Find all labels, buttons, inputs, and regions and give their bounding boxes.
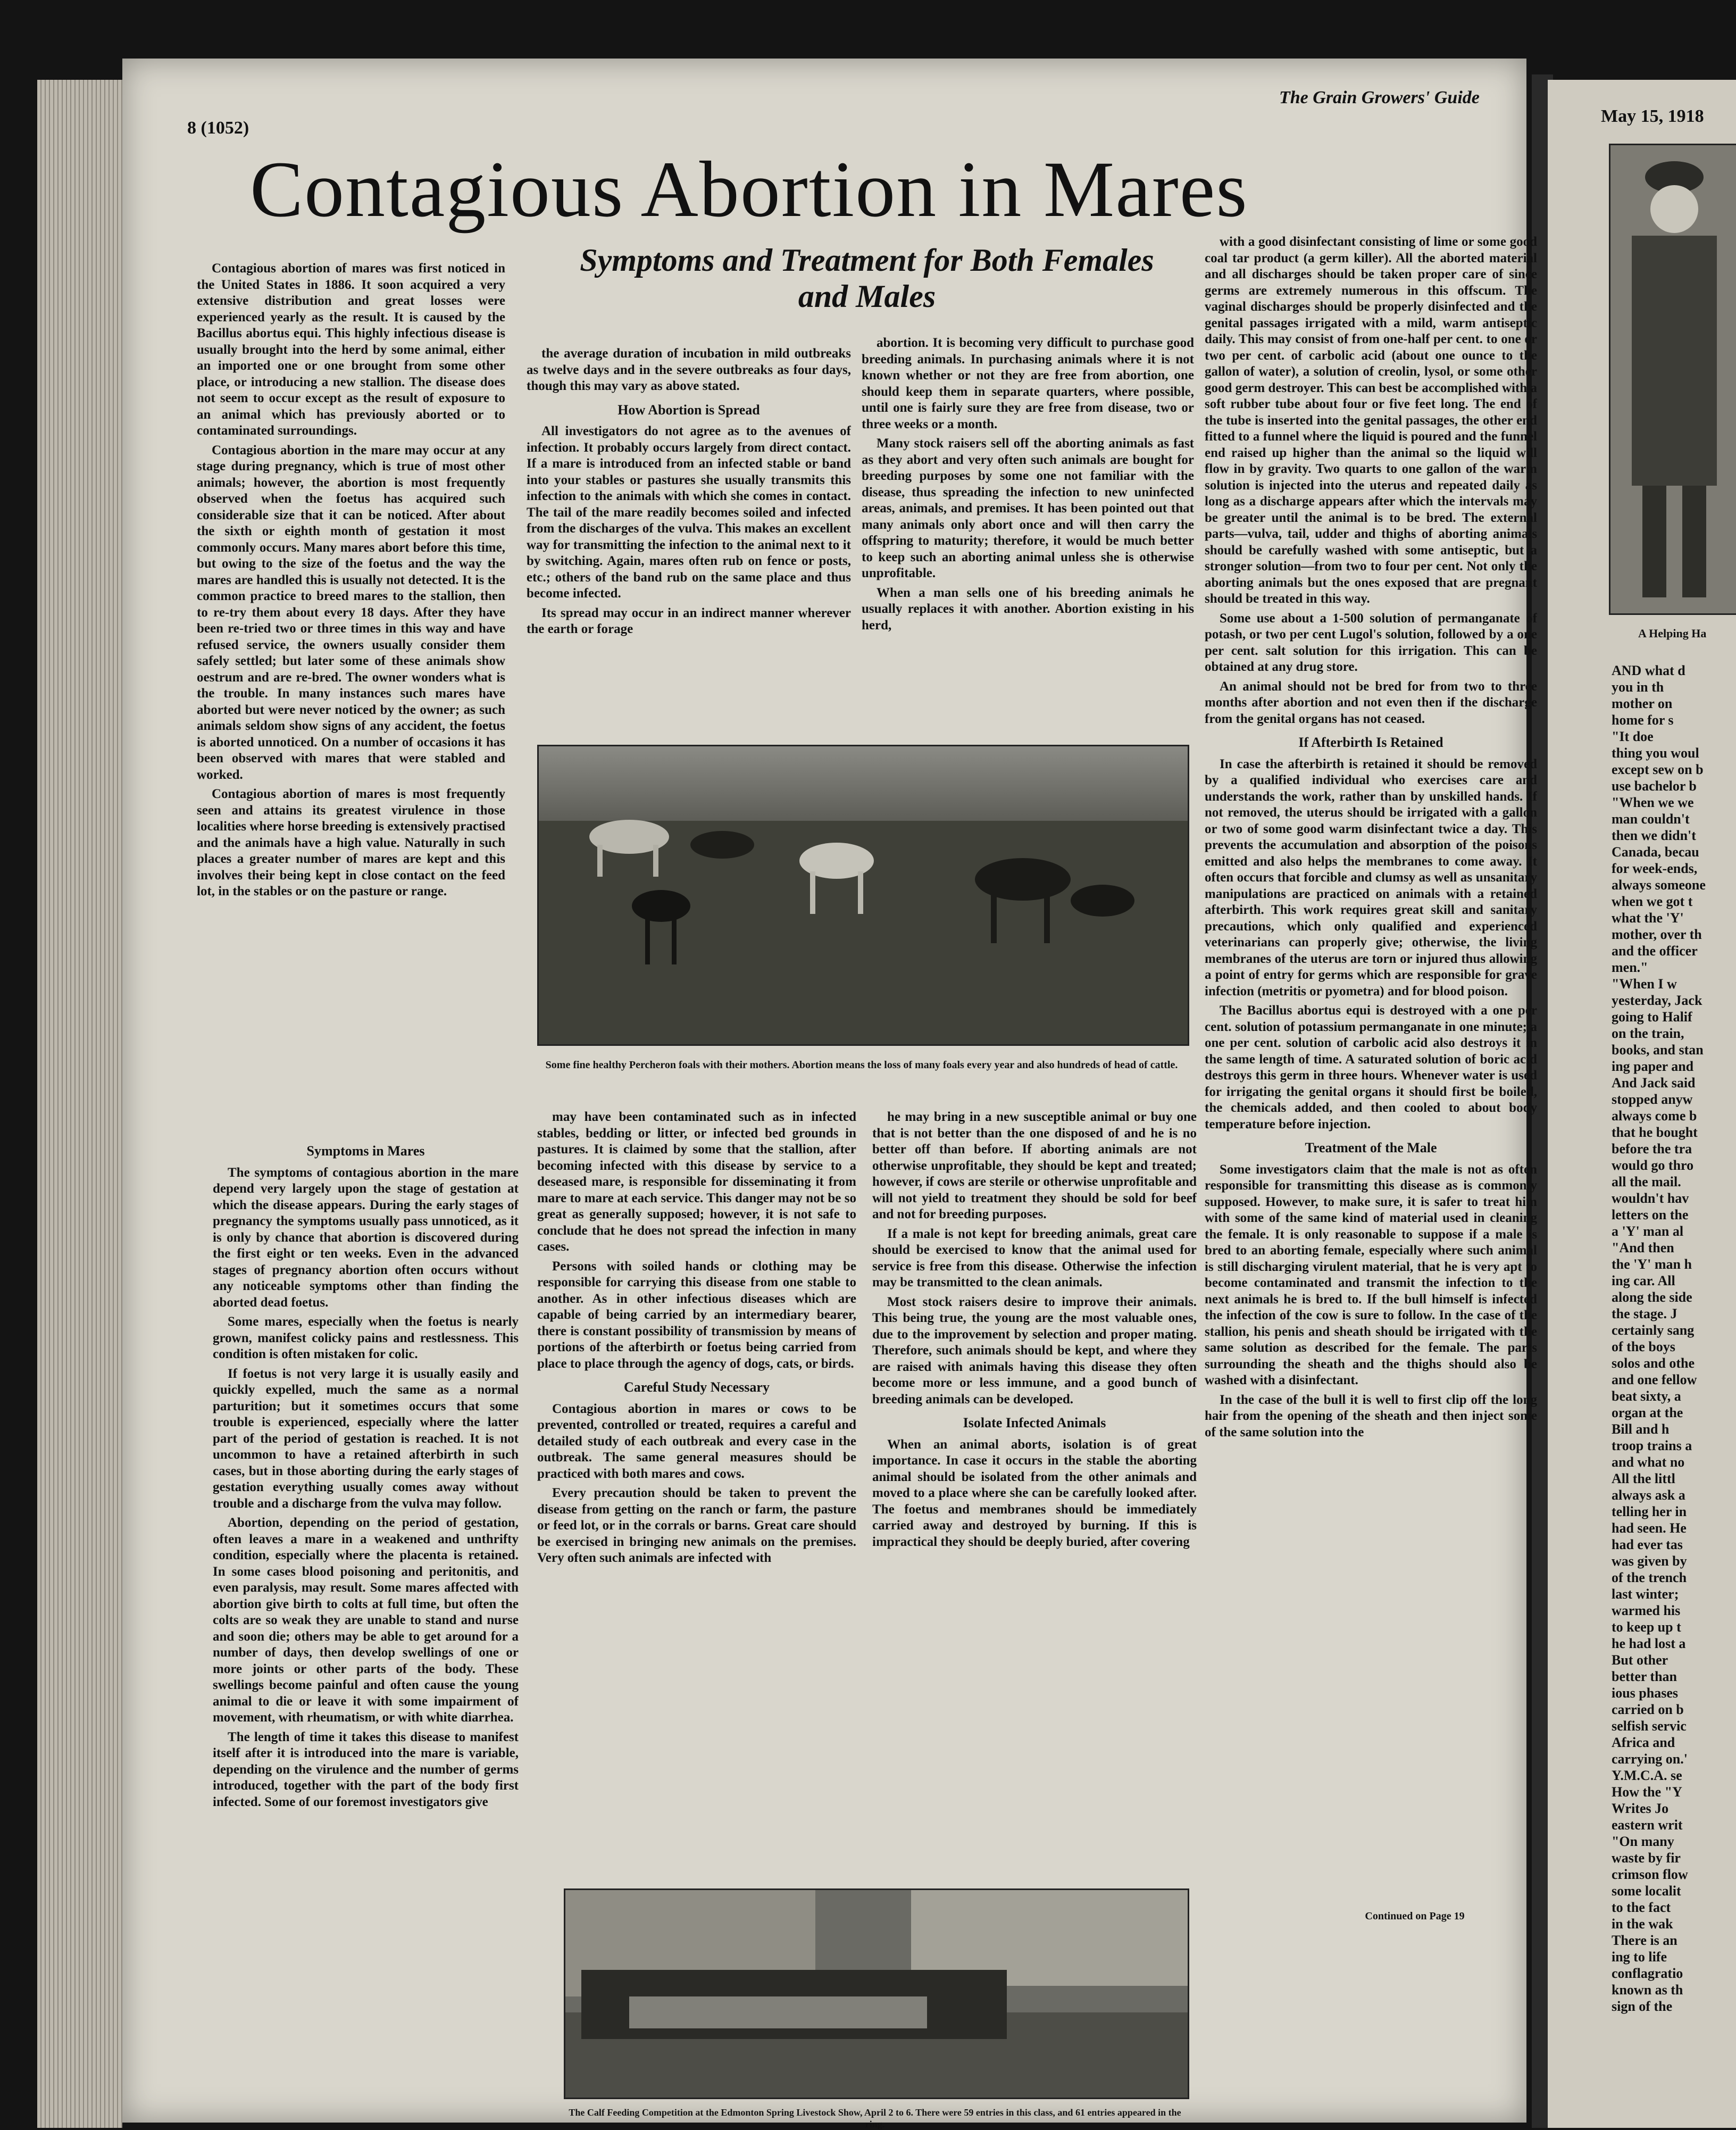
right-page-line: when we got t	[1612, 894, 1693, 909]
paragraph: abortion. It is becoming very difficult to purchase good breeding animals. In purchasing animals where it is not known whether or not they are free from abortion, one should keep them in separate quarters, where possible, until one is fairly sure they are free from disease, two or three weeks or a month.	[862, 336, 1194, 431]
right-page-line: But other	[1612, 1652, 1668, 1668]
column-1-top	[197, 261, 505, 1106]
right-page-line: carried on b	[1612, 1702, 1684, 1717]
right-page-line: Canada, becau	[1612, 844, 1699, 860]
right-page-line: "On many	[1612, 1834, 1674, 1849]
column-4	[1205, 234, 1537, 1904]
photo1-caption: Some fine healthy Percheron foals with their mothers. Abortion means the loss of many foals every year and also hundreds of head of cattle.	[545, 1059, 1178, 1071]
right-page-line: selfish servic	[1612, 1718, 1687, 1734]
right-page-line: solos and othe	[1612, 1355, 1695, 1371]
heading-afterbirth: If Afterbirth Is Retained	[1298, 735, 1443, 750]
paragraph: Abortion, depending on the period of gestation, often leaves a mare in a weakened and unthrifty condition, especially where the placenta is retained. In some cases blood poisoning and peritonitis, and even paralysis, may result. Some mares affected with abortion give birth to colts at full time, but often the colts are so weak they are unable to stand and nurse and soon die; others may be able to get around for a number of days, then develop swellings of one or more joints or other parts of the body. These swellings become painful and often cause the young animal to die or leave it with some impairment of movement, with rheumatism, or with white diarrhea.	[213, 1516, 519, 1725]
paragraph: Persons with soiled hands or clothing may be responsible for carrying this disease from one stable to another. As in other infectious diseases which are capable of being carried by an intermediary bearer, there is constant possibility of transmission by means of portions of the afterbirth or foetus being carried from place to place through the agency of dogs, cats, or birds.	[537, 1259, 856, 1371]
right-page-line: man couldn't	[1612, 811, 1690, 827]
right-page-line: Writes Jo	[1612, 1801, 1669, 1816]
right-page-line: "When I w	[1612, 976, 1677, 992]
right-page-line: "It doe	[1612, 729, 1654, 744]
right-page-line: and the officer	[1612, 943, 1698, 959]
column-3-top	[862, 335, 1194, 729]
right-page-line: eastern writ	[1612, 1817, 1683, 1833]
calf-competition-photo	[564, 1888, 1189, 2099]
right-page-line: in the wak	[1612, 1916, 1673, 1932]
right-page-line: was given by	[1612, 1553, 1687, 1569]
paragraph: the average duration of incubation in mild outbreaks as twelve days and in the severe outbreaks as four days, though this may vary as above stated.	[527, 346, 851, 393]
right-page-line: of the boys	[1612, 1339, 1675, 1354]
right-page-line: waste by fir	[1612, 1850, 1681, 1866]
heading-symptoms: Symptoms in Mares	[306, 1143, 425, 1159]
right-page-line: mother, over th	[1612, 927, 1702, 942]
heading-how-spread: How Abortion is Spread	[617, 402, 760, 418]
paragraph: Every precaution should be taken to prevent the disease from getting on the ranch or farm, the pasture or feed lot, or in the corrals or barns. Great care should be exercised in bringing new animals on the premises. Very often such animals are infected with	[537, 1486, 856, 1565]
right-page-line: conflagratio	[1612, 1966, 1683, 1981]
right-page-line: Africa and	[1612, 1735, 1675, 1750]
issue-date: May 15, 1918	[1601, 106, 1704, 126]
paragraph: he may bring in a new susceptible animal or buy one that is not better than the one disposed of and he is no better off than before. If aborting animals are not otherwise unprofitable, they should be kept and treated; however, if cows are sterile or otherwise unprofitable and will not yield to treatment they should be sold for beef and not for breeding purposes.	[872, 1110, 1197, 1221]
right-page-line: last winter;	[1612, 1586, 1679, 1602]
right-page-line: had seen. He	[1612, 1520, 1687, 1536]
paragraph: Some use about a 1-500 solution of permanganate of potash, or two per cent Lugol's solution, followed by a one per cent. salt solution for this irrigation. This can be obtained at any drug store.	[1205, 611, 1537, 674]
paragraph: Many stock raisers sell off the aborting animals as fast as they abort and very often such animals are bought for breeding purposes by some one not familiar with the disease, thus spreading the infection to new uninfected areas, animals, and premises. It has been pointed out that many animals only abort once and will then carry the offspring to maturity; therefore, it would be much better to keep such an aborting animal unless she is otherwise unprofitable.	[862, 436, 1194, 580]
paragraph: Contagious abortion of mares was first noticed in the United States in 1886. It soon acquired a very extensive distribution and great losses were experienced yearly as the result. It is caused by the Bacillus abortus equi. This highly infectious disease is usually brought into the herd by some animal, either an imported one or one brought from some other place, or introducing a new stallion. The disease does not seem to occur except as the result of exposure to an animal which has previously aborted or to contaminated surroundings.	[197, 261, 505, 438]
paragraph: Its spread may occur in an indirect manner wherever the earth or forage	[527, 605, 851, 636]
right-page-line: known as th	[1612, 1982, 1683, 1998]
right-page-line: And Jack said	[1612, 1075, 1696, 1091]
paragraph: An animal should not be bred for from two to three months after abortion and not even then if the discharge from the genital organs has not ceased.	[1205, 679, 1537, 726]
heading-isolate: Isolate Infected Animals	[963, 1415, 1106, 1430]
right-page-line: always someone	[1612, 877, 1706, 893]
right-page-line: "And then	[1612, 1240, 1674, 1255]
right-page-line: on the train,	[1612, 1026, 1684, 1041]
right-page-line: There is an	[1612, 1933, 1677, 1948]
page-number: 8 (1052)	[187, 118, 249, 138]
right-page-line: sign of the	[1612, 1999, 1673, 2014]
photo2-caption: The Calf Feeding Competition at the Edmonton Spring Livestock Show, April 2 to 6. There were 59 entries in this class, and 61 entries appeared in the ring.	[569, 2107, 1181, 2129]
right-page-line: How the "Y	[1612, 1784, 1682, 1800]
right-page-line: wouldn't hav	[1612, 1191, 1689, 1206]
right-page-line: ing to life	[1612, 1949, 1667, 1965]
right-page-line: beat sixty, a	[1612, 1388, 1681, 1404]
calf-show-illustration	[565, 1890, 1188, 2098]
right-page-line: all the mail.	[1612, 1174, 1681, 1189]
paragraph: Some investigators claim that the male is not as often responsible for transmitting this disease as is commonly supposed. However, to make sure, it is safer to treat him with some of the same kind of material used in cleaning the female. It is only reasonable to suppose if a male is bred to an aborting female, especially where such animal is still discharging virulent material, that he is very apt to become contaminated and transmit the infection to the next animals he is bred to. If the bull himself is infected the infection of the cow is sure to follow. In the case of the stallion, his penis and sheath should be irrigated with the same solution as described for the female. The parts surrounding the sheath and the thighs should also be washed with a disinfectant.	[1205, 1162, 1537, 1387]
soldier-illustration	[1610, 145, 1736, 613]
right-page-line: a 'Y' man al	[1612, 1224, 1684, 1239]
right-page-line: books, and stan	[1612, 1042, 1704, 1058]
right-page-line: certainly sang	[1612, 1322, 1695, 1338]
paragraph: When an animal aborts, isolation is of great importance. In case it occurs in the stable the aborting animal should be isolated from the other animals and moved to a place where she can be carefully looked after. The foetus and membranes should be immediately carried away and destroyed by burning. If this is impractical they should be deeply buried, after covering	[872, 1437, 1197, 1549]
right-page-line: mother on	[1612, 696, 1673, 711]
horses-illustration	[539, 746, 1188, 1044]
right-page-line: crimson flow	[1612, 1867, 1688, 1882]
paragraph: If a male is not kept for breeding animals, great care should be exercised to know that the animal used for service is free from this disease. Otherwise the infection may be transmitted to the clean animals.	[872, 1226, 1197, 1289]
right-page-line: troop trains a	[1612, 1438, 1692, 1453]
right-page-line: ing paper and	[1612, 1059, 1694, 1074]
right-page-line: men."	[1612, 960, 1648, 975]
right-page-line: Bill and h	[1612, 1421, 1670, 1437]
paragraph: The symptoms of contagious abortion in the mare depend very largely upon the stage of gestation at which the disease appears. During the early stages of pregnancy the symptoms usually pass unnoticed, as it is only by chance that abortion is discovered during the first eight or ten weeks. Even in the advanced stages of pregnancy abortion often occurs without any noticeable symptoms other than finding the aborted dead foetus.	[213, 1165, 519, 1310]
right-page-soldier-photo	[1609, 144, 1736, 615]
right-page-line: to keep up t	[1612, 1619, 1681, 1635]
right-page-line: the 'Y' man h	[1612, 1257, 1692, 1272]
right-page-line: then we didn't	[1612, 828, 1696, 843]
article-subtitle: Symptoms and Treatment for Both Females and Males	[580, 243, 1154, 314]
right-page-line: and one fellow	[1612, 1372, 1697, 1387]
right-page-line: along the side	[1612, 1289, 1692, 1305]
right-page-line: except sew on b	[1612, 762, 1704, 777]
right-page-line: he had lost a	[1612, 1636, 1686, 1651]
right-page-line: All the littl	[1612, 1471, 1675, 1486]
right-page-line: to the fact	[1612, 1900, 1671, 1915]
column-3-bottom	[872, 1109, 1197, 1886]
right-page-line: organ at the	[1612, 1405, 1683, 1420]
heading-careful-study: Careful Study Necessary	[624, 1379, 770, 1395]
right-page-line: Y.M.C.A. se	[1612, 1768, 1682, 1783]
right-page-line: "When we we	[1612, 795, 1694, 810]
right-page-line: use bachelor b	[1612, 778, 1697, 794]
right-page-line: some localit	[1612, 1883, 1681, 1899]
paragraph: with a good disinfectant consisting of lime or some good coal tar product (a germ killer). All the aborted material and all discharges should be taken proper care of since germs are extremely numerous in this offscum. The vaginal discharges should be properly disinfected and the genital passages irrigated with a mild, warm antiseptic daily. This may consist of from one-half per cent. to one or two per cent. of carbolic acid (about one ounce to the gallon of water), a solution of creolin, lysol, or some other good germ destroyer. This can best be accomplished with a soft rubber tube about four or five feet long. The end of the tube is inserted into the genital passages, the other end fitted to a funnel where the liquid is poured and the funnel end raised up higher than the animal so the liquid will flow in by gravity. Two quarts to one gallon of the warm solution is injected into the uterus and repeated daily as long as a discharge appears after which the intervals may be greater until the animal is to be bred. The external parts—vulva, tail, udder and thighs of aborting animals should be carefully washed with some antiseptic, but a stronger solution—from two to four per cent. Not only the aborting animals but the ones exposed that are pregnant should be treated in this way.	[1205, 235, 1537, 606]
right-page-line: the stage. J	[1612, 1306, 1677, 1321]
book-page-edges	[37, 80, 122, 2128]
paragraph: Most stock raisers desire to improve their animals. This being true, the young are the most valuable ones, due to the improvement by selection and proper mating. Therefore, such animals should be kept, and where they are raised with animals having this disease they often become more or less immune, and a good bunch of breeding animals can be developed.	[872, 1294, 1197, 1407]
right-page-line: and what no	[1612, 1454, 1685, 1470]
paragraph: In the case of the bull it is well to first clip off the long hair from the opening of the sheath and then inject some of the same solution into the	[1205, 1392, 1537, 1440]
column-1-bottom	[213, 1136, 519, 2029]
right-page-line: always come b	[1612, 1108, 1697, 1124]
percheron-foals-photo	[537, 745, 1189, 1046]
right-page-line: ing car. All	[1612, 1273, 1675, 1288]
right-page-line: thing you woul	[1612, 745, 1699, 761]
paragraph: The Bacillus abortus equi is destroyed with a one per cent. solution of potassium permanganate in one minute; a one per cent. solution of carbolic acid also destroys it in the same length of time. A saturated solution of boric acid destroys this germ in three hours. Whenever water is used for irrigating the genital organs it should first be boiled, the chemicals added, and then cooled to about body temperature before injection.	[1205, 1003, 1537, 1131]
right-page-line: warmed his	[1612, 1603, 1681, 1618]
heading-treatment-male: Treatment of the Male	[1305, 1140, 1437, 1155]
right-page-line: letters on the	[1612, 1207, 1689, 1222]
paragraph: Some mares, especially when the foetus is nearly grown, manifest colicky pains and restlessness. This condition is often mistaken for colic.	[213, 1314, 519, 1361]
publication-name: The Grain Growers' Guide	[1279, 88, 1480, 107]
right-page-line: home for s	[1612, 712, 1674, 728]
right-page-line: yesterday, Jack	[1612, 993, 1702, 1008]
right-page-line: telling her in	[1612, 1504, 1687, 1519]
paragraph: may have been contaminated such as in infected stables, bedding or litter, or infected bed grounds in pastures. It is claimed by some that the stallion, after becoming infected with this disease by service to a deseased mare, is responsible for disseminating it from mare to mare at each service. This danger may not be so great as generally supposed; however, it is not safe to conclude that he does not spread the infection in many cases.	[537, 1110, 856, 1254]
right-page-line: of the trench	[1612, 1570, 1687, 1585]
continued-note: Continued on Page 19	[1365, 1910, 1465, 1922]
right-page-line: that he bought	[1612, 1125, 1698, 1140]
right-page-line: AND what d	[1612, 663, 1685, 678]
right-page-line: for week-ends,	[1612, 861, 1698, 876]
right-photo-caption: A Helping Ha	[1638, 627, 1707, 640]
column-2-bottom	[537, 1109, 856, 1886]
right-page-line: going to Halif	[1612, 1009, 1692, 1025]
right-page-text	[1612, 662, 1706, 2015]
paragraph: The length of time it takes this disease to manifest itself after it is introduced into the mare is variable, depending on the virulence and the number of germs introduced, together with the part of the body first infected. Some of our foremost investigators give	[213, 1729, 519, 1809]
article-title: Contagious Abortion in Mares	[250, 145, 1248, 234]
paragraph: Contagious abortion of mares is most frequently seen and attains its greatest virulence in those localities where horse breeding is extensively practised and the animals have a high value. Naturally in such places a greater number of mares are kept and this involves their being kept in close contact on the feed lot, in the stables or on the pasture or range.	[197, 787, 505, 898]
right-page-line: would go thro	[1612, 1158, 1694, 1173]
right-page-line: carrying on.'	[1612, 1751, 1688, 1767]
paragraph: If foetus is not very large it is usually easily and quickly expelled, much the same as a normal parturition; but it sometimes occurs that some trouble is experienced, especially where the latter part of the period of gestation is reached. It is not uncommon to have a retained afterbirth in such cases, but in those aborting during the early stages of gestation everything usually comes away without trouble and a discharge from the vulva may follow.	[213, 1366, 519, 1511]
right-page-line: what the 'Y'	[1612, 910, 1684, 926]
paragraph: When a man sells one of his breeding animals he usually replaces it with another. Abortion existing in his herd,	[862, 585, 1194, 633]
column-2-top	[527, 346, 851, 729]
right-page-line: before the tra	[1612, 1141, 1692, 1156]
right-page-line: ious phases	[1612, 1685, 1678, 1701]
right-page-line: always ask a	[1612, 1487, 1685, 1503]
right-page-line: you in th	[1612, 679, 1664, 695]
right-page-line: had ever tas	[1612, 1537, 1683, 1552]
right-page-line: stopped anyw	[1612, 1092, 1693, 1107]
paragraph: Contagious abortion in the mare may occur at any stage during pregnancy, which is true of most other animals; however, the abortion is most frequently observed when the foetus has acquired such considerable size that it can be noticed. After about the sixth or eighth month of gestation it most commonly occurs. Many mares abort before this time, but owing to the size of the foetus and the way the mares are handled this is usually not detected. It is the common practice to breed mares to the stallion, then to re-try them about every 18 days. After they have been re-tried two or three times in this way and have refused service, the owners usually consider them safely settled; but later some of these animals show oestrum and are re-bred. The owner wonders what is the trouble. In many instances such mares have aborted but were never noticed by the owner; as such animals seldom show signs of any accident, the foetus is aborted unnoticed. On a number of occasions it has been observed with mares that were stabled and worked.	[197, 443, 505, 782]
paragraph: Contagious abortion in mares or cows to be prevented, controlled or treated, requires a careful and detailed study of each outbreak and every case in the outbreak. The same general measures should be practiced with both mares and cows.	[537, 1401, 856, 1481]
right-page-line: better than	[1612, 1669, 1677, 1684]
paragraph: In case the afterbirth is retained it should be removed by a qualified individual who exercises care and understands the work, rather than by unskilled hands. If not removed, the uterus should be irrigated with a gallon or two of some good warm disinfectant twice a day. This prevents the accumulation and absorption of the poisons emitted and also helps the membranes to come away. It often occurs that forcible and clumsy as well as unsanitary manipulations are practiced on animals with a retained afterbirth. This work requires great skill and sanitary precautions, which only qualified and experienced veterinarians can properly give; otherwise, the living membranes of the uterus are torn or injured thus allowing a point of entry for germs which are responsible for grave infection (metritis or pyometra) and for blood poison.	[1205, 756, 1537, 999]
paragraph: All investigators do not agree as to the avenues of infection. It probably occurs largely from direct contact. If a mare is introduced from an infected stable or band into your stables or pastures she usually transmits this infection to the animals with which she comes in contact. The tail of the mare readily becomes soiled and infected from the discharges of the vulva. This makes an excellent way for transmitting the infection to the animal next to it by switching. Again, mares often rub on fence or posts, etc.; others of the band rub on the same place and thus become infected.	[527, 424, 851, 601]
